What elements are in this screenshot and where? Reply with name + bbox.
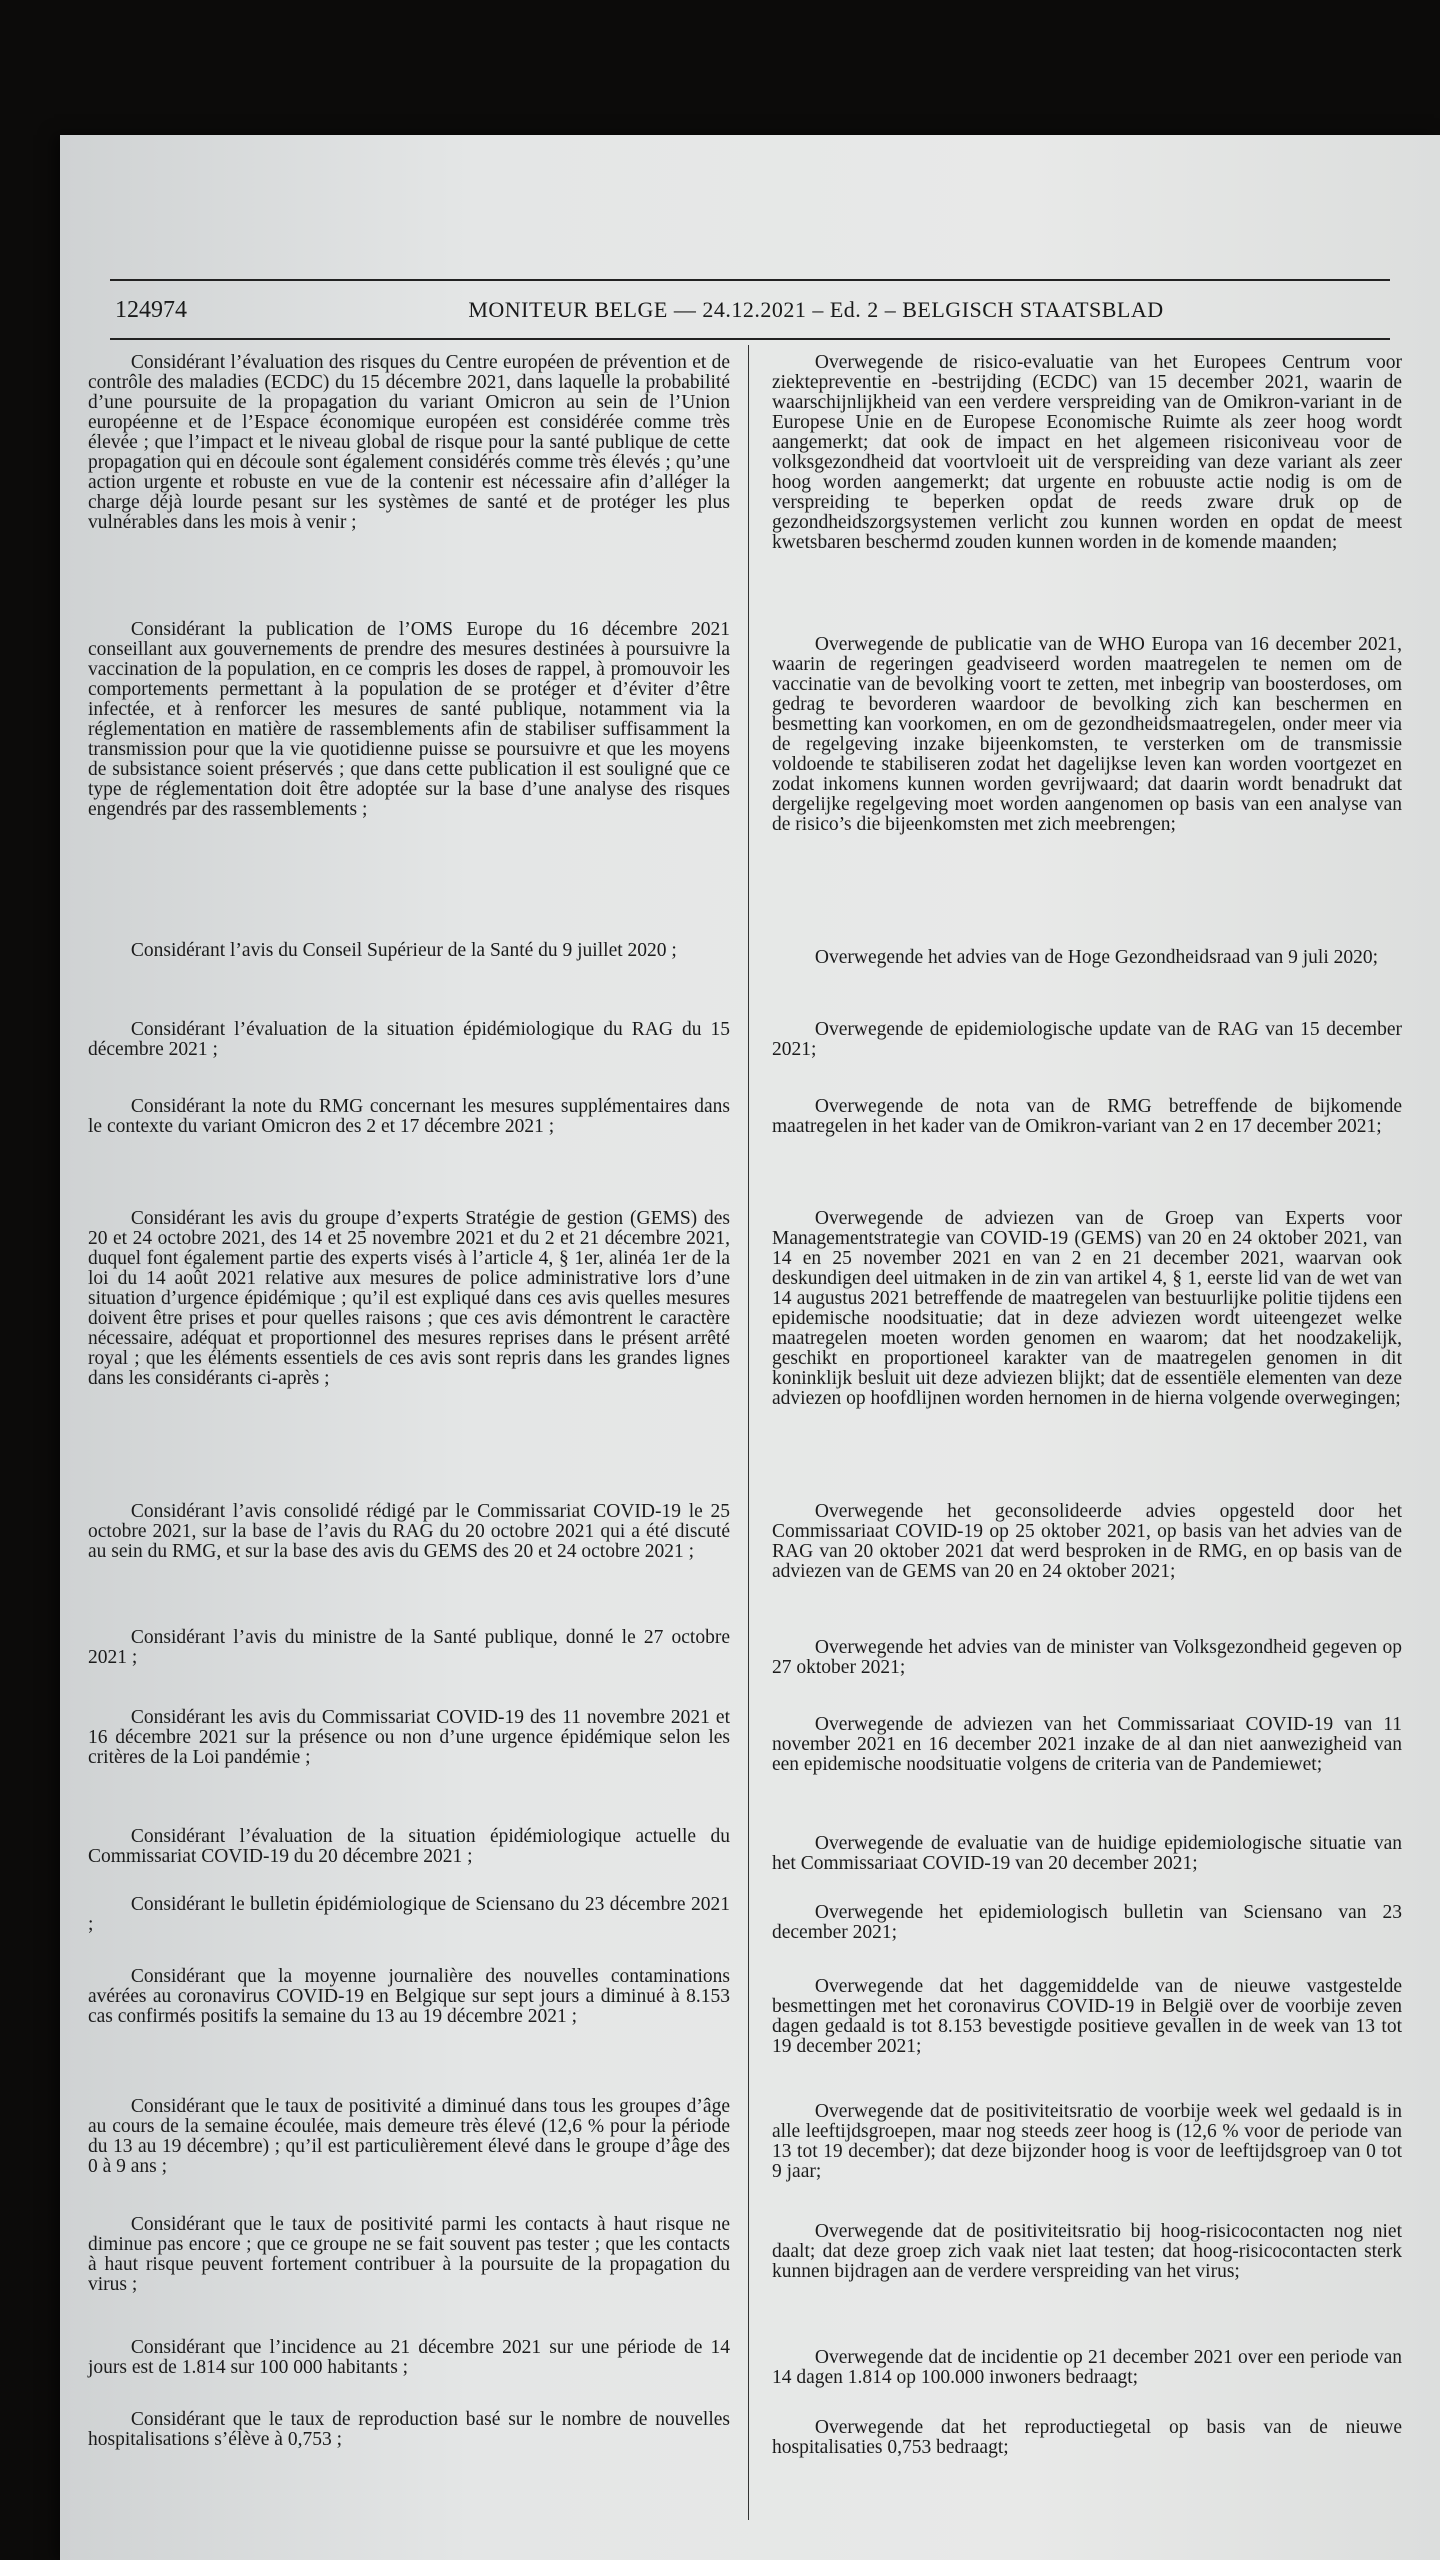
- header-rule-bottom: [110, 338, 1390, 340]
- paragraph-nl: Overwegende de adviezen van de Groep van Experts voor Managementstrategie van COVID-19 (GEMS) van 20 en 24 oktober 2021, van 14 en 25 november 2021 en van 2 en 21 december 2021, waarvan ook deskundigen deel uitmaken in de zin van artikel 4, § 1, eerste lid van de wet van 14 augustus 2021 betreffende de maatregelen van bestuurlijke politie tijdens een epidemische noodsituatie; dat in deze adviezen wordt uiteengezet welke maatregelen moeten worden genomen en waarom; dat het noodzakelijk, geschikt en proportioneel karakter van de maatregelen genomen in dit koninklijk besluit uit deze adviezen blijkt; dat de essentiële elementen van deze adviezen op hoofdlijnen worden hernomen in de hierna volgende overwegingen;: [772, 1208, 1402, 1409]
- paragraph-fr: Considérant l’évaluation des risques du Centre européen de prévention et de contrôle des maladies (ECDC) du 15 décembre 2021, dans laquelle la probabilité d’une poursuite de la propagation du variant Omicron au sein de l’Union européenne et de l’Espace économique européen est considérée comme très élevée ; que l’impact et le niveau global de risque pour la santé publique de cette propagation qui en découle sont également considérés comme très élevés ; qu’une action urgente et robuste en vue de la contenir est nécessaire afin d’alléger la charge déjà lourde pesant sur les systèmes de santé et de protéger les plus vulnérables dans les mois à venir ;: [88, 352, 730, 533]
- paragraph-fr: Considérant l’avis consolidé rédigé par le Commissariat COVID-19 le 25 octobre 2021, sur la base de l’avis du RAG du 20 octobre 2021 qui a été discuté au sein du RMG, et sur la base des avis du GEMS des 20 et 24 octobre 2021 ;: [88, 1501, 730, 1562]
- paragraph-nl: Overwegende het advies van de Hoge Gezondheidsraad van 9 juli 2020;: [814, 947, 1379, 968]
- paragraph-nl: Overwegende de adviezen van het Commissariaat COVID-19 van 11 november 2021 en 16 december 2021 inzake de al dan niet aanwezigheid van een epidemische noodsituatie volgens de criteria van de Pandemiewet;: [772, 1714, 1402, 1775]
- paragraph-nl: Overwegende de publicatie van de WHO Europa van 16 december 2021, waarin de regeringen geadviseerd worden maatregelen te nemen om de vaccinatie van de bevolking voort te zetten, met inbegrip van boosterdoses, om gedrag te bevorderen waardoor de bevolking zich kan beschermen en besmetting kan voorkomen, en om de gezondheidsmaatregelen, onder meer via de regelgeving inzake bijeenkomsten, te versterken om de transmissie voldoende te stabiliseren zodat het dagelijkse leven kan worden voortgezet en zodat inkomens kunnen worden gevrijwaard; dat daarin wordt benadrukt dat dergelijke regelgeving moet worden aangenomen op basis van een analyse van de risico’s die bijeenkomsten met zich meebrengen;: [772, 634, 1402, 835]
- paragraph-nl: Overwegende dat het reproductiegetal op basis van de nieuwe hospitalisaties 0,753 bedraagt;: [772, 2417, 1402, 2458]
- paragraph-fr: Considérant que le taux de positivité a diminué dans tous les groupes d’âge au cours de la semaine écoulée, mais demeure très élevé (12,6 % pour la période du 13 au 19 décembre) ; qu’il est particulièrement élevé dans le groupe d’âge des 0 à 9 ans ;: [88, 2096, 730, 2177]
- paragraph-fr: Considérant les avis du Commissariat COVID-19 des 11 novembre 2021 et 16 décembre 2021 sur la présence ou non d’une urgence épidémique selon les critères de la Loi pandémie ;: [88, 1707, 730, 1768]
- paragraph-nl: Overwegende dat de positiviteitsratio de voorbije week wel gedaald is in alle leeftijdsgroepen, maar nog steeds zeer hoog is (12,6 % voor de periode van 13 tot 19 december); dat deze bijzonder hoog is voor de leeftijdsgroep van 0 tot 9 jaar;: [772, 2101, 1402, 2182]
- paragraph-fr: Considérant la note du RMG concernant les mesures supplémentaires dans le contexte du variant Omicron des 2 et 17 décembre 2021 ;: [88, 1096, 730, 1137]
- paragraph-nl: Overwegende dat de positiviteitsratio bij hoog-risicocontacten nog niet daalt; dat deze groep zich vaak niet laat testen; dat hoog-risicocontacten sterk kunnen bijdragen aan de verdere verspreiding van het virus;: [772, 2221, 1402, 2282]
- paragraph-fr: Considérant que le taux de reproduction basé sur le nombre de nouvelles hospitalisations s’élève à 0,753 ;: [88, 2409, 730, 2450]
- paragraph-fr: Considérant l’évaluation de la situation épidémiologique du RAG du 15 décembre 2021 ;: [88, 1019, 730, 1060]
- page-number: 124974: [115, 296, 187, 323]
- paragraph-fr: Considérant la publication de l’OMS Europe du 16 décembre 2021 conseillant aux gouvernements de prendre des mesures destinées à poursuivre la vaccination de la population, en ce compris les doses de rappel, à promouvoir les comportements permettant à la population de se protéger et d’éviter d’être infectée, et à renforcer les mesures de santé publique, notamment via la réglementation en matière de rassemblements afin de stabiliser suffisamment la transmission pour que la vie quotidienne puisse se poursuivre et que les moyens de subsistance soient préservés ; que dans cette publication il est souligné que ce type de réglementation doit être adoptée sur la base d’une analyse des risques engendrés par des rassemblements ;: [88, 619, 730, 820]
- paragraph-fr: Considérant que le taux de positivité parmi les contacts à haut risque ne diminue pas encore ; que ce groupe ne se fait souvent pas tester ; que les contacts à haut risque peuvent fortement contribuer à la poursuite de la propagation du virus ;: [88, 2214, 730, 2295]
- column-divider: [748, 345, 749, 2520]
- header-rule-top: [110, 279, 1390, 281]
- paragraph-nl: Overwegende de nota van de RMG betreffende de bijkomende maatregelen in het kader van de Omikron-variant van 2 en 17 december 2021;: [772, 1096, 1402, 1137]
- paragraph-nl: Overwegende dat de incidentie op 21 december 2021 over een periode van 14 dagen 1.814 op 100.000 inwoners bedraagt;: [772, 2347, 1402, 2388]
- paragraph-nl: Overwegende de epidemiologische update van de RAG van 15 december 2021;: [772, 1019, 1402, 1060]
- paragraph-fr: Considérant que la moyenne journalière des nouvelles contaminations avérées au coronavirus COVID-19 en Belgique sur sept jours a diminué à 8.153 cas confirmés positifs la semaine du 13 au 19 décembre 2021 ;: [88, 1966, 730, 2027]
- paragraph-fr: Considérant le bulletin épidémiologique de Sciensano du 23 décembre 2021 ;: [88, 1894, 730, 1935]
- paragraph-fr: Considérant l’avis du Conseil Supérieur de la Santé du 9 juillet 2020 ;: [130, 940, 677, 961]
- document-page: [60, 135, 1440, 2560]
- paragraph-nl: Overwegende dat het daggemiddelde van de nieuwe vastgestelde besmettingen met het coronavirus COVID-19 in België over de voorbije zeven dagen gedaald is tot 8.153 bevestigde positieve gevallen in de week van 13 tot 19 december 2021;: [772, 1976, 1402, 2057]
- paragraph-fr: Considérant les avis du groupe d’experts Stratégie de gestion (GEMS) des 20 et 24 octobre 2021, des 14 et 25 novembre 2021 et du 2 et 21 décembre 2021, duquel font également partie des experts visés à l’article 4, § 1er, alinéa 1er de la loi du 14 août 2021 relative aux mesures de police administrative lors d’une situation d’urgence épidémique ; qu’il est expliqué dans ces avis quelles mesures doivent être prises et pour quelles raisons ; que ces avis démontrent le caractère nécessaire, adéquat et proportionnel des mesures reprises dans le présent arrêté royal ; que les éléments essentiels de ces avis sont repris dans les grandes lignes dans les considérants ci-après ;: [88, 1208, 730, 1389]
- paragraph-nl: Overwegende de evaluatie van de huidige epidemiologische situatie van het Commissariaat COVID-19 van 20 december 2021;: [772, 1833, 1402, 1874]
- paragraph-nl: Overwegende de risico-evaluatie van het Europees Centrum voor ziektepreventie en -bestrijding (ECDC) van 15 december 2021, waarin de waarschijnlijkheid van een verdere verspreiding van de Omikron-variant in de Europese Unie en de Europese Economische Ruimte als zeer hoog wordt aangemerkt; dat ook de impact en het algemeen risiconiveau voor de volksgezondheid dat voortvloeit uit de verspreiding van deze variant als zeer hoog worden aangemerkt; dat urgente en robuuste actie nodig is om de verspreiding te beperken opdat de reeds zware druk op de gezondheidszorgsystemen verlicht zou kunnen worden en opdat de meest kwetsbaren beschermd zouden kunnen worden in de komende maanden;: [772, 352, 1402, 553]
- paragraph-nl: Overwegende het geconsolideerde advies opgesteld door het Commissariaat COVID-19 op 25 oktober 2021, op basis van het advies van de RAG van 20 oktober 2021 dat werd besproken in de RMG, en op basis van de adviezen van de GEMS van 20 en 24 oktober 2021;: [772, 1501, 1402, 1582]
- paragraph-fr: Considérant l’évaluation de la situation épidémiologique actuelle du Commissariat COVID-19 du 20 décembre 2021 ;: [88, 1826, 730, 1867]
- paragraph-fr: Considérant que l’incidence au 21 décembre 2021 sur une période de 14 jours est de 1.814 sur 100 000 habitants ;: [88, 2337, 730, 2378]
- paragraph-fr: Considérant l’avis du ministre de la Santé publique, donné le 27 octobre 2021 ;: [88, 1627, 730, 1668]
- paragraph-nl: Overwegende het advies van de minister van Volksgezondheid gegeven op 27 oktober 2021;: [772, 1637, 1402, 1678]
- paragraph-nl: Overwegende het epidemiologisch bulletin van Sciensano van 23 december 2021;: [772, 1902, 1402, 1943]
- publication-title: MONITEUR BELGE — 24.12.2021 – Ed. 2 – BELGISCH STAATSBLAD: [468, 297, 1164, 322]
- page-header: [115, 285, 1385, 335]
